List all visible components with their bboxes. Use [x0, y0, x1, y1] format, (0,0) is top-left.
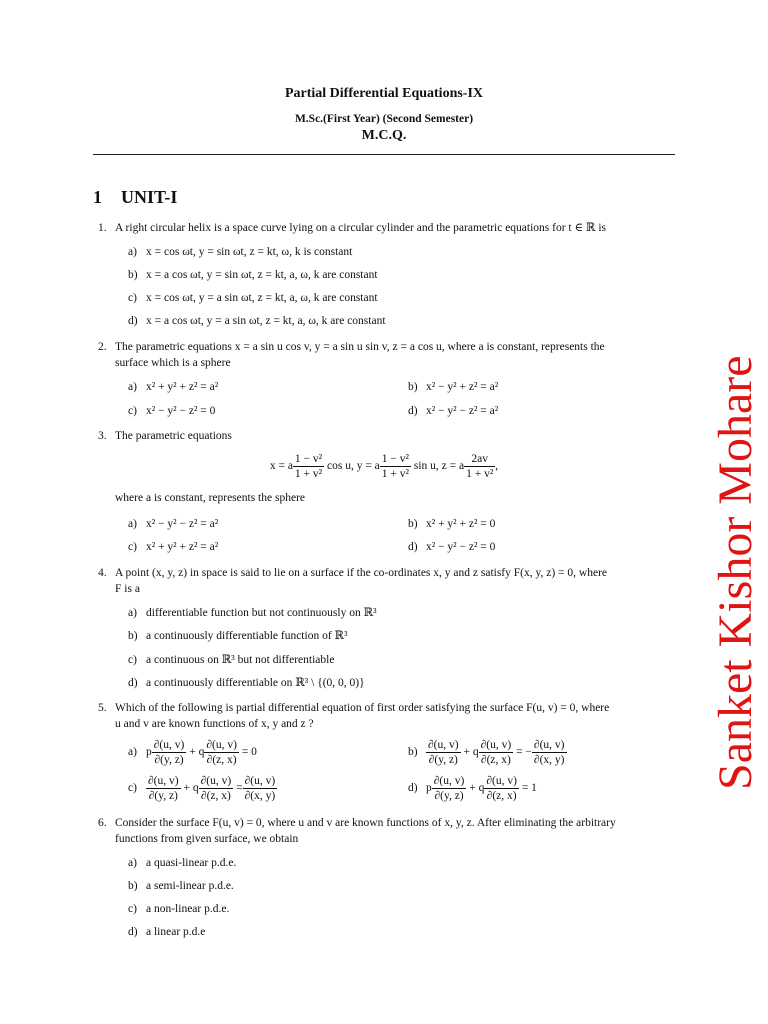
option-label: d) [128, 677, 138, 689]
operator: + q [469, 782, 485, 795]
option-text: a continuously differentiable on ℝ³ \ {(0, 0, 0)} [146, 677, 365, 689]
option-text: a non-linear p.d.e. [146, 903, 230, 915]
question-number: 6. [98, 817, 107, 829]
operator: + q [189, 746, 205, 759]
document-subtitle: M.Sc.(First Year) (Second Semester) [294, 113, 474, 125]
option-5b [408, 738, 567, 767]
option-1c [128, 290, 378, 306]
option-1a [128, 244, 352, 260]
option-label: b) [128, 880, 138, 892]
question-number: 3. [98, 430, 107, 442]
fraction-numerator: ∂(u, v) [206, 739, 237, 751]
option-label: c) [128, 541, 137, 553]
option-text: x = a cos ωt, y = a sin ωt, z = kt, a, ω, k are constant [146, 315, 386, 327]
option-4b [128, 628, 348, 644]
fraction-denominator: ∂(y, z) [148, 790, 178, 802]
fraction-numerator: ∂(u, v) [153, 739, 185, 751]
fraction-denominator: ∂(y, z) [154, 754, 184, 766]
option-label: b) [408, 518, 418, 530]
jacobian-fraction [426, 738, 461, 767]
section-number: 1 [93, 187, 102, 207]
fraction-numerator: ∂(u, v) [533, 739, 565, 751]
question-text-line-2: F is a [115, 583, 140, 595]
equation-end: = 1 [521, 782, 537, 795]
fraction-numerator: 1 − v² [381, 453, 409, 465]
fraction-denominator: 1 + v² [294, 468, 323, 480]
option-text: x² + y² + z² = a² [146, 381, 219, 393]
fraction-numerator: 2av [464, 452, 495, 467]
question-1 [98, 220, 676, 236]
header-divider [93, 154, 675, 155]
jacobian-fraction [152, 738, 187, 767]
option-3b [408, 516, 495, 532]
section-title: UNIT-I [121, 187, 178, 207]
option-2b [408, 379, 498, 395]
operator: + q [183, 782, 199, 795]
option-label: b) [408, 746, 418, 759]
question-text-line-2: u and v are known functions of x, y and z ? [115, 718, 314, 730]
question-4 [98, 565, 676, 597]
option-label: d) [408, 541, 418, 553]
option-label: d) [408, 405, 418, 417]
question-text: A right circular helix is a space curve lying on a circular cylinder and the parametric equations for t ∈ ℝ is [115, 222, 606, 234]
eq-x-fn: cos u, y = a [326, 460, 380, 473]
coefficient-p: p [426, 782, 432, 795]
option-label: c) [128, 782, 137, 795]
option-5d [408, 774, 537, 803]
jacobian-fraction [243, 774, 278, 803]
jacobian-fraction [484, 774, 519, 803]
option-text: x² − y² − z² = a² [426, 405, 499, 417]
option-label: a) [128, 607, 137, 619]
option-6c [128, 901, 229, 917]
question-5 [98, 700, 676, 732]
jacobian-fraction [532, 738, 567, 767]
option-label: d) [128, 926, 138, 938]
fraction-denominator: ∂(z, x) [486, 790, 517, 802]
option-text: x = a cos ωt, y = sin ωt, z = kt, a, ω, k are constant [146, 269, 378, 281]
fraction-denominator: 1 + v² [381, 468, 409, 480]
option-label: a) [128, 381, 137, 393]
question-text: where a is constant, represents the sphere [115, 492, 305, 504]
equation-end: = [236, 782, 243, 795]
parametric-equation [0, 452, 768, 481]
option-label: b) [128, 630, 138, 642]
question-text-line-2: surface which is a sphere [115, 357, 231, 369]
fraction-numerator: 1 − v² [294, 453, 323, 465]
question-6 [98, 815, 676, 847]
fraction-numerator: ∂(u, v) [433, 775, 465, 787]
option-6a [128, 855, 236, 871]
fraction-numerator: ∂(u, v) [480, 739, 512, 751]
option-label: a) [128, 746, 137, 759]
option-text: x² − y² + z² = a² [426, 381, 499, 393]
option-1b [128, 267, 378, 283]
equation-end: = − [516, 746, 532, 759]
option-text: a continuously differentiable function of ℝ³ [146, 630, 348, 642]
option-label: b) [408, 381, 418, 393]
fraction [293, 452, 324, 481]
option-text: x = cos ωt, y = a sin ωt, z = kt, a, ω, k are constant [146, 292, 378, 304]
option-text: a continuous on ℝ³ but not differentiable [146, 654, 335, 666]
fraction-denominator: ∂(y, z) [428, 754, 458, 766]
document-type: M.C.Q. [361, 128, 407, 143]
jacobian-fraction [204, 738, 239, 767]
option-label: b) [128, 269, 138, 281]
option-1d [128, 313, 386, 329]
fraction-numerator: ∂(u, v) [200, 775, 232, 787]
option-label: c) [128, 292, 137, 304]
coefficient-p: p [146, 746, 152, 759]
jacobian-fraction [479, 738, 514, 767]
jacobian-fraction [432, 774, 467, 803]
question-number: 4. [98, 567, 107, 579]
fraction-denominator: ∂(x, y) [533, 754, 565, 766]
fraction-numerator: ∂(u, v) [486, 775, 517, 787]
option-label: a) [128, 857, 137, 869]
option-3a [128, 516, 218, 532]
option-4a [128, 605, 377, 621]
fraction-denominator: ∂(x, y) [244, 790, 276, 802]
eq-x-lhs: x = a [269, 460, 293, 473]
question-text-line-1: Consider the surface F(u, v) = 0, where u and v are known functions of x, y, z. After eliminating the arbitrary [115, 817, 616, 829]
fraction-numerator: ∂(u, v) [428, 739, 459, 751]
fraction [464, 452, 495, 481]
option-text: x² − y² − z² = 0 [426, 541, 496, 553]
option-text: differentiable function but not continuously on ℝ³ [146, 607, 377, 619]
jacobian-fraction [199, 774, 234, 803]
operator: + q [463, 746, 479, 759]
option-label: a) [128, 518, 137, 530]
option-5c [128, 774, 277, 803]
section-heading [93, 187, 177, 208]
option-4d [128, 675, 365, 691]
question-text: The parametric equations [115, 430, 232, 442]
option-text: a linear p.d.e [146, 926, 206, 938]
eq-end: , [495, 460, 499, 473]
question-text-line-1: Which of the following is partial differential equation of first order satisfying the surface F(u, v) = 0, where [115, 702, 610, 714]
fraction-numerator: ∂(u, v) [244, 775, 276, 787]
document-title: Partial Differential Equations-IX [284, 86, 484, 101]
fraction-denominator: ∂(z, x) [480, 754, 511, 766]
question-text-line-2: functions from given surface, we obtain [115, 833, 299, 845]
option-2d [408, 403, 498, 419]
option-text: x² − y² − z² = a² [146, 518, 219, 530]
option-2c [128, 403, 215, 419]
question-3-continuation [98, 490, 676, 506]
option-label: c) [128, 654, 137, 666]
question-text-line-1: The parametric equations x = a sin u cos v, y = a sin u sin v, z = a cos u, where a is constant, represents the [115, 341, 605, 353]
option-text: a quasi-linear p.d.e. [146, 857, 237, 869]
fraction-denominator: 1 + v² [466, 468, 494, 480]
option-6b [128, 878, 234, 894]
option-4c [128, 652, 334, 668]
fraction [380, 452, 411, 481]
option-label: a) [128, 246, 137, 258]
option-text: a semi-linear p.d.e. [146, 880, 234, 892]
fraction-denominator: ∂(z, x) [200, 790, 231, 802]
option-2a [128, 379, 218, 395]
option-6d [128, 924, 205, 940]
option-label: c) [128, 405, 137, 417]
option-label: d) [128, 315, 138, 327]
fraction-numerator: ∂(u, v) [148, 775, 179, 787]
question-number: 1. [98, 222, 107, 234]
option-3d [408, 539, 495, 555]
author-watermark: Sanket Kishor Mohare [709, 355, 762, 790]
fraction-denominator: ∂(z, x) [206, 754, 237, 766]
question-2 [98, 339, 676, 371]
option-label: c) [128, 903, 137, 915]
option-label: d) [408, 782, 418, 795]
equation-end: = 0 [241, 746, 257, 759]
fraction-denominator: ∂(y, z) [434, 790, 464, 802]
question-number: 5. [98, 702, 107, 714]
option-text: x² + y² + z² = a² [146, 541, 219, 553]
eq-y-fn: sin u, z = a [413, 460, 465, 473]
option-text: x = cos ωt, y = sin ωt, z = kt, ω, k is constant [146, 246, 353, 258]
option-5a [128, 738, 257, 767]
jacobian-fraction [146, 774, 181, 803]
question-number: 2. [98, 341, 107, 353]
question-text-line-1: A point (x, y, z) in space is said to lie on a surface if the co-ordinates x, y and z satisfy F(x, y, z) = 0, where [115, 567, 608, 579]
option-text: x² + y² + z² = 0 [426, 518, 496, 530]
option-text: x² − y² − z² = 0 [146, 405, 216, 417]
question-3 [98, 428, 676, 444]
option-3c [128, 539, 218, 555]
